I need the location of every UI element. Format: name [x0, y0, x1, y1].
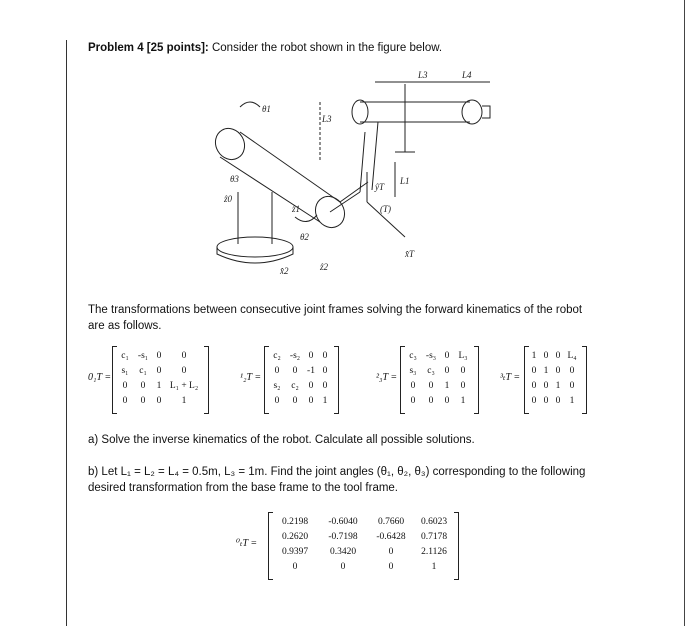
- label-T: (T): [380, 204, 391, 214]
- target-cell: -0.6040: [328, 516, 358, 527]
- label-yT: ŷT: [375, 182, 384, 192]
- matrix-cell: 0: [555, 350, 561, 361]
- problem-heading: [88, 40, 442, 56]
- matrix-cell: c₂: [273, 350, 281, 361]
- base-disk: [217, 237, 293, 257]
- target-cell: 2.1126: [421, 546, 447, 557]
- matrix-cell: 0: [460, 380, 466, 391]
- target-cell: 0.2620: [281, 531, 309, 542]
- target-cell: 0: [388, 546, 394, 557]
- label-z2: ẑ2: [320, 262, 329, 272]
- matrix-cell: s₂: [273, 380, 281, 391]
- part-a: a) Solve the inverse kinematics of the robot. Calculate all possible solutions.: [88, 434, 475, 446]
- robot-figure: [200, 62, 500, 294]
- matrix-cell: 0: [322, 350, 328, 361]
- matrix-cell: 0: [444, 365, 450, 376]
- elbow-joint: [352, 100, 368, 124]
- matrix-row: [528, 348, 580, 363]
- matrix-row: [268, 363, 332, 378]
- matrix-table: [116, 348, 202, 408]
- target-matrix-table: [272, 514, 454, 574]
- page-right-border: [684, 0, 685, 626]
- matrix-row: [404, 348, 472, 363]
- target-cell: 0: [340, 561, 346, 572]
- matrix-row: [528, 393, 580, 408]
- target-cell: 0: [388, 561, 394, 572]
- matrix-cell: 0: [543, 350, 549, 361]
- target-cell: 0.2198: [281, 516, 309, 527]
- matrix-row: [404, 363, 472, 378]
- matrix-cell: 0: [543, 380, 549, 391]
- matrix-cell: c₃: [427, 365, 435, 376]
- label-theta2: θ2: [300, 232, 309, 242]
- matrix-cell: 0: [122, 395, 128, 406]
- matrix-row: [268, 348, 332, 363]
- transform-matrix-3: [376, 346, 516, 418]
- transform-matrix-label: ²₃T =: [376, 372, 398, 383]
- matrix-cell: c₃: [409, 350, 417, 361]
- page-left-border: [66, 40, 67, 626]
- joint-2-housing: [210, 123, 250, 165]
- part-b-line2: desired transformation from the base frame to the tool frame.: [88, 482, 399, 494]
- target-cell: 0: [292, 561, 298, 572]
- label-z0: ẑ0: [224, 194, 233, 204]
- matrix-row: [116, 363, 202, 378]
- matrix-cell: 0: [460, 365, 466, 376]
- matrix-cell: 0: [274, 365, 280, 376]
- matrix-cell: 0: [308, 380, 314, 391]
- matrix-row: [404, 378, 472, 393]
- base-column: [238, 192, 272, 244]
- matrix-cell: 0: [555, 365, 561, 376]
- label-theta3-near-base: θ3: [230, 174, 239, 184]
- label-xT: x̂T: [405, 249, 414, 259]
- matrix-cell: -1: [307, 365, 315, 376]
- label-z1: ẑ1: [292, 204, 301, 214]
- matrix-bracket-right: [474, 346, 479, 414]
- matrix-cell: 0: [156, 365, 162, 376]
- matrix-cell: 0: [122, 380, 128, 391]
- theta1-arc: [240, 102, 260, 107]
- target-row: [272, 544, 454, 559]
- matrix-cell: 0: [322, 365, 328, 376]
- matrix-cell: 1: [444, 380, 450, 391]
- part-b-line1: b) Let L₁ = L₂ = L₄ = 0.5m, L₃ = 1m. Find the joint angles (θ₁, θ₂, θ₃) corresponding to the following: [88, 466, 586, 478]
- matrix-cell: s₃: [409, 365, 417, 376]
- target-row: [272, 529, 454, 544]
- target-cell: 0.7660: [377, 516, 405, 527]
- transform-matrix-label: ³ₜT =: [500, 372, 521, 383]
- matrix-row: [268, 393, 332, 408]
- matrix-bracket-right: [334, 346, 339, 414]
- matrix-table: [268, 348, 332, 408]
- target-cell: -0.7198: [328, 531, 358, 542]
- matrix-cell: 1: [181, 395, 187, 406]
- matrix-cell: 0: [444, 350, 450, 361]
- label-theta1: θ1: [262, 104, 271, 114]
- target-matrix-label: ⁰ₜT =: [236, 538, 258, 549]
- target-cell: 0.3420: [329, 546, 357, 557]
- matrix-cell: 0: [292, 395, 298, 406]
- label-x2: x̂2: [280, 266, 289, 276]
- tool-flange: [482, 106, 490, 118]
- link-upper: [330, 182, 368, 212]
- matrix-cell: 0: [531, 395, 537, 406]
- target-row: [272, 559, 454, 574]
- matrix-cell: 0: [410, 395, 416, 406]
- transform-matrix-2: [240, 346, 380, 418]
- matrix-cell: 0: [428, 380, 434, 391]
- label-l3-side: L3: [322, 114, 332, 124]
- matrix-cell: 0: [569, 365, 575, 376]
- problem-label: Problem 4 [25 points]:: [88, 42, 209, 54]
- matrix-cell: 0: [308, 350, 314, 361]
- matrix-row: [528, 363, 580, 378]
- matrix-row: [116, 393, 202, 408]
- matrix-cell: 0: [555, 395, 561, 406]
- matrix-cell: 0: [274, 395, 280, 406]
- matrix-cell: 0: [543, 395, 549, 406]
- matrix-cell: 0: [140, 380, 146, 391]
- matrix-bracket-right: [582, 346, 587, 414]
- wrist-disk: [462, 100, 482, 124]
- matrix-cell: c₂: [291, 380, 299, 391]
- matrix-cell: -s₁: [137, 350, 149, 361]
- matrix-bracket-right: [204, 346, 209, 414]
- matrix-cell: 1: [156, 380, 162, 391]
- matrix-cell: 0: [531, 380, 537, 391]
- matrix-cell: 0: [181, 350, 187, 361]
- label-l4-top: L4: [462, 70, 472, 80]
- matrix-cell: 1: [555, 380, 561, 391]
- base-side: [217, 247, 293, 263]
- matrix-cell: L₃: [458, 350, 468, 361]
- matrix-table: [404, 348, 472, 408]
- matrix-cell: 1: [543, 365, 549, 376]
- label-l3-top: L3: [418, 70, 428, 80]
- matrix-row: [116, 378, 202, 393]
- matrix-cell: 0: [156, 395, 162, 406]
- target-cell: -0.6428: [376, 531, 406, 542]
- matrix-cell: 0: [322, 380, 328, 391]
- matrix-cell: s₁: [121, 365, 129, 376]
- matrix-cell: 1: [569, 395, 575, 406]
- matrix-cell: c₁: [121, 350, 129, 361]
- transform-text-line1: The transformations between consecutive joint frames solving the forward kinematics of the robot: [88, 304, 583, 316]
- matrix-cell: L₁ + L₂: [169, 380, 199, 391]
- matrix-row: [116, 348, 202, 363]
- matrix-cell: 0: [531, 365, 537, 376]
- matrix-cell: 1: [322, 395, 328, 406]
- matrix-cell: 0: [156, 350, 162, 361]
- target-cell: 1: [431, 561, 437, 572]
- theta2-arc: [295, 215, 317, 222]
- matrix-cell: 0: [444, 395, 450, 406]
- matrix-cell: 1: [460, 395, 466, 406]
- target-matrix: [236, 512, 466, 582]
- target-row: [272, 514, 454, 529]
- matrix-cell: L₄: [567, 350, 577, 361]
- matrix-cell: 0: [292, 365, 298, 376]
- matrix-cell: 1: [531, 350, 537, 361]
- matrix-cell: 0: [569, 380, 575, 391]
- matrix-cell: c₁: [139, 365, 147, 376]
- target-cell: 0.6023: [420, 516, 448, 527]
- problem-intro: Consider the robot shown in the figure below.: [211, 42, 443, 54]
- target-cell: 0.7178: [420, 531, 448, 542]
- matrix-cell: 0: [428, 395, 434, 406]
- matrix-cell: 0: [140, 395, 146, 406]
- matrix-cell: -s₃: [425, 350, 437, 361]
- matrix-cell: 0: [181, 365, 187, 376]
- transform-matrix-label: ¹₂T =: [240, 372, 262, 383]
- matrix-table: [528, 348, 580, 408]
- matrix-cell: 0: [308, 395, 314, 406]
- target-cell: 0.9397: [281, 546, 309, 557]
- transform-text-line2: are as follows.: [88, 320, 162, 332]
- link-top: [360, 102, 470, 122]
- matrix-row: [404, 393, 472, 408]
- matrix-cell: -s₂: [289, 350, 301, 361]
- transform-matrix-label: 0₁T =: [88, 372, 112, 383]
- matrix-row: [268, 378, 332, 393]
- transform-matrix-1: [88, 346, 228, 418]
- target-bracket-right: [454, 512, 459, 580]
- l3-vertical-dim: [395, 84, 415, 152]
- transform-matrix-4: [500, 346, 640, 418]
- matrix-row: [528, 378, 580, 393]
- matrix-cell: 0: [410, 380, 416, 391]
- label-l1: L1: [400, 176, 410, 186]
